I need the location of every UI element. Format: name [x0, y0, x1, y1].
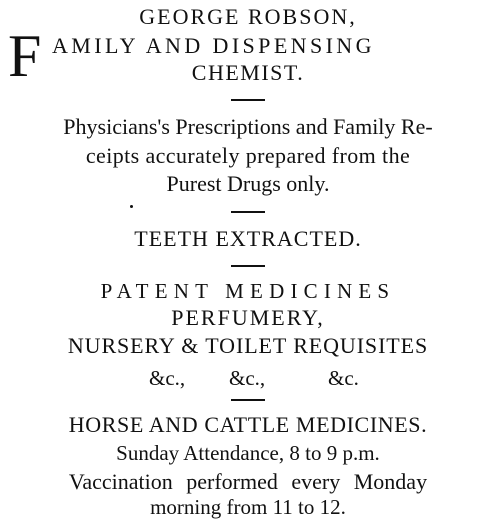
teeth-extracted: TEETH EXTRACTED. [134, 226, 362, 251]
sunday-attendance: Sunday Attendance, 8 to 9 p.m. [116, 441, 380, 465]
prescriptions-line-3: Purest Drugs only. [166, 171, 330, 196]
section-divider [231, 265, 265, 267]
etc-mark: &c. [328, 366, 359, 390]
trade-line-chemist: CHEMIST. [191, 60, 305, 85]
section-divider [231, 99, 265, 101]
drop-cap-letter: F [8, 23, 42, 89]
patent-medicines: PATENT MEDICINES [100, 279, 396, 303]
horse-cattle-medicines: HORSE AND CATTLE MEDICINES. [68, 412, 428, 437]
nursery-toilet-requisites: NURSERY & TOILET REQUISITES [67, 333, 429, 358]
prescriptions-line-2: ceipts accurately prepared from the [85, 143, 411, 168]
etc-row [0, 368, 496, 390]
stray-dot [130, 205, 133, 208]
etc-mark: &c., [229, 366, 266, 390]
perfumery: PERFUMERY, [171, 305, 325, 330]
section-divider [231, 399, 265, 401]
vaccination-line-1: Vaccination performed every Monday [68, 469, 428, 494]
section-divider [231, 211, 265, 213]
etc-mark: &c., [149, 366, 186, 390]
vaccination-line-2: morning from 11 to 12. [150, 495, 346, 519]
prescriptions-line-1: Physicians's Prescriptions and Family Re- [63, 114, 433, 139]
trade-line: AMILY AND DISPENSING [52, 33, 375, 58]
proprietor-name: GEORGE ROBSON, [139, 4, 357, 29]
